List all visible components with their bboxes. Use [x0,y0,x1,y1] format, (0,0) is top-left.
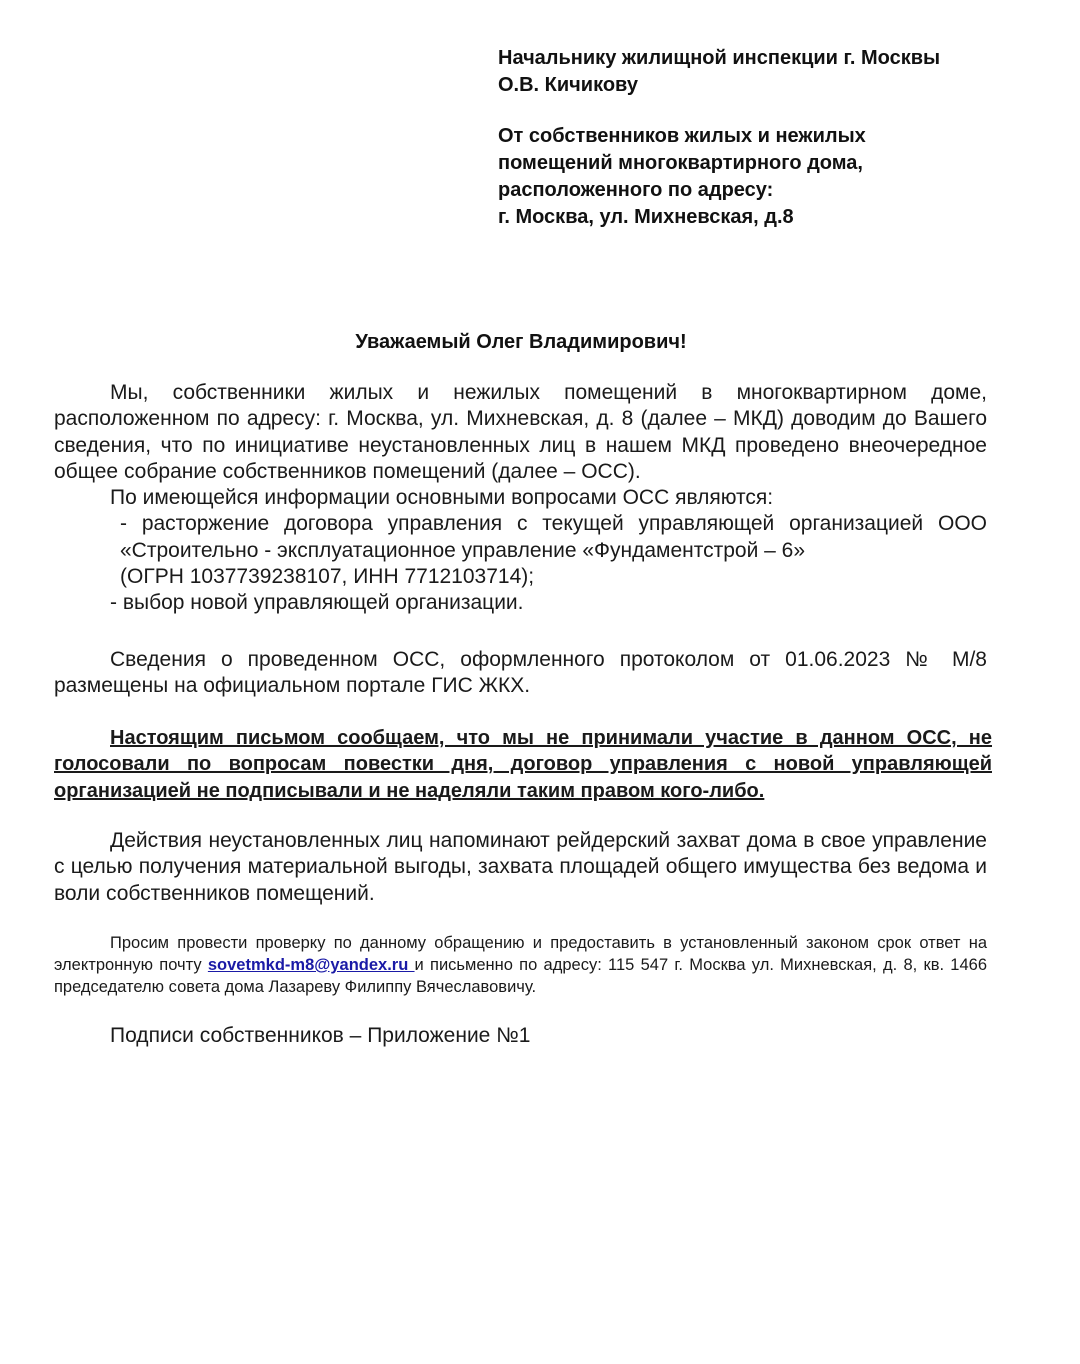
sender-line-2: помещений многоквартирного дома, [498,152,863,174]
request-paragraph [54,932,987,998]
statement-section [54,725,992,804]
statement-paragraph: Настоящим письмом сообщаем, что мы не принимали участие в данном ОСС, не голосовали по вопросам повестки дня, договор управления с новой управляющей организацией не подписывали и не наделяли таким правом кого-либо. [54,727,992,802]
raid-paragraph: Действия неустановленных лиц напоминают рейдерский захват дома в свое управление с целью получения материальной выгоды, захвата площадей общего имущества без ведома и воли собственников помещений. [54,829,987,905]
signatures-note: Подписи собственников – Приложение №1 [110,1024,531,1047]
request-section [54,932,987,998]
salutation: Уважаемый Олег Владимирович! [355,331,687,353]
signatures-section [54,1023,987,1049]
issue-item-1: - расторжение договора управления с текущей управляющей организацией ООО «Строительно - эксплуатационное управление «Фундаментстрой – 6» [120,512,987,562]
sender-line-1: От собственников жилых и нежилых [498,125,866,147]
protocol-paragraph: Сведения о проведенном ОСС, оформленного протоколом от 01.06.2023 № М/8 размещены на официальном портале ГИС ЖКХ. [54,648,987,698]
sender-address: г. Москва, ул. Михневская, д.8 [498,206,794,228]
protocol-section [54,647,987,700]
sender-line-3: расположенного по адресу: [498,179,774,201]
issues-lead: По имеющейся информации основными вопросами ОСС являются: [110,486,774,510]
issue-item-1-ids: (ОГРН 1037739238107, ИНН 7712103714); [120,565,535,589]
addressee-block [498,45,1018,231]
addressee-name: О.В. Кичикову [498,74,638,96]
request-text-before: Просим провести проверку по данному обращению и предоставить в установленный законом срок ответ на электронную почту [54,934,987,974]
issue-item-2: - выбор новой управляющей организации. [110,591,524,615]
raid-section [54,828,987,907]
request-text-after: и письменно по адресу: 115 547 г. Москва ул. Михневская, д. 8, кв. 1466 председателю совета дома Лазареву Филиппу Вячеславовичу. [54,956,988,996]
intro-section [54,380,987,617]
intro-paragraph: Мы, собственники жилых и нежилых помещений в многоквартирном доме, расположенном по адресу: г. Москва, ул. Михневская, д. 8 (далее – МКД) доводим до Вашего сведения, что по инициативе неустановленных лиц в нашем МКД проведено внеочередное общее собрание собственников помещений (далее – ОСС). [54,381,987,483]
addressee-title: Начальнику жилищной инспекции г. Москвы [498,47,941,69]
email-link[interactable]: sovetmkd-m8@yandex.ru [207,956,415,974]
